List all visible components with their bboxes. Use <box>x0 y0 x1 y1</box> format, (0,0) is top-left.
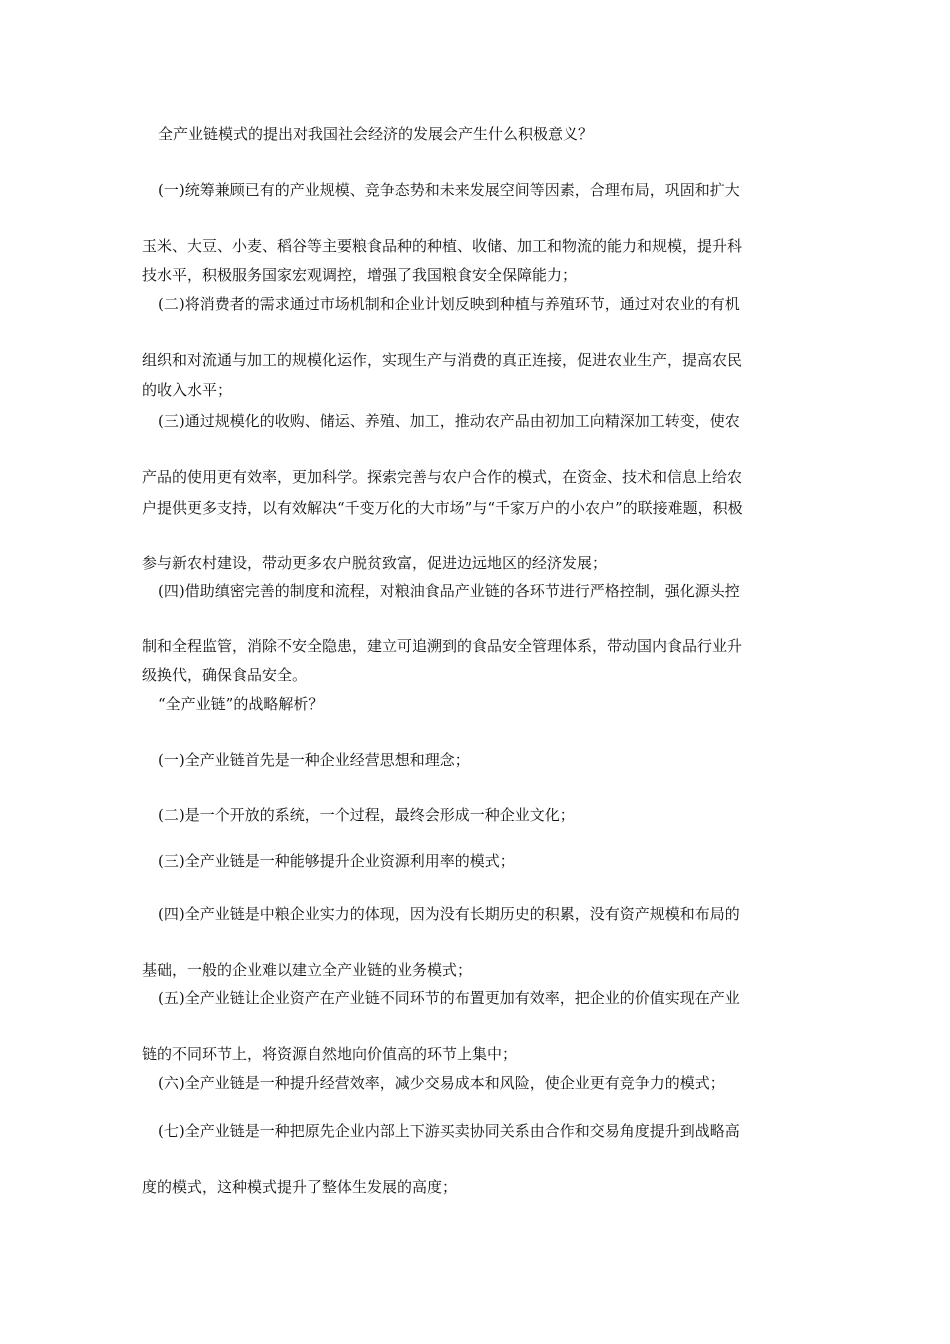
s1-p3-line2: 产品的使用更有效率，更加科学。探索完善与农户合作的模式，在资金、技术和信息上给农 <box>142 468 743 486</box>
s2-p1-line1: (一)全产业链首先是一种企业经营思想和理念； <box>158 751 470 769</box>
s2-p7-line1: (七)全产业链是一种把原先企业内部上下游买卖协同关系由合作和交易角度提升到战略高 <box>158 1122 740 1140</box>
s1-p1-line3: 技水平，积极服务国家宏观调控，增强了我国粮食安全保障能力； <box>142 266 578 284</box>
s1-p3-line3: 户提供更多支持，以有效解决“千变万化的大市场”与“千家万户的小农户”的联接难题，积极 <box>142 499 743 517</box>
s1-p2-line1: (二)将消费者的需求通过市场机制和企业计划反映到种植与养殖环节，通过对农业的有机 <box>158 295 740 313</box>
section1-heading: 全产业链模式的提出对我国社会经济的发展会产生什么积极意义？ <box>158 125 594 143</box>
s1-p1-line1: (一)统筹兼顾已有的产业规模、竞争态势和未来发展空间等因素，合理布局，巩固和扩大 <box>158 181 740 199</box>
s1-p3-line1: (三)通过规模化的收购、储运、养殖、加工，推动农产品由初加工向精深加工转变，使农 <box>158 412 740 430</box>
s2-p7-line2: 度的模式，这种模式提升了整体生发展的高度； <box>142 1178 458 1196</box>
s1-p3-line4: 参与新农村建设，带动更多农户脱贫致富，促进边远地区的经济发展； <box>142 554 608 572</box>
s2-p5-line2: 链的不同环节上，将资源自然地向价值高的环节上集中； <box>142 1045 518 1063</box>
s1-p2-line3: 的收入水平； <box>142 381 233 399</box>
s1-p4-line1: (四)借助缜密完善的制度和流程，对粮油食品产业链的各环节进行严格控制，强化源头控 <box>158 582 740 600</box>
s1-p4-line3: 级换代，确保食品安全。 <box>142 666 308 684</box>
s2-p6-line1: (六)全产业链是一种提升经营效率，减少交易成本和风险，使企业更有竞争力的模式； <box>158 1074 725 1092</box>
s1-p1-line2: 玉米、大豆、小麦、稻谷等主要粮食品种的种植、收储、加工和物流的能力和规模，提升科 <box>142 237 743 255</box>
s2-p3-line1: (三)全产业链是一种能够提升企业资源利用率的模式； <box>158 852 515 870</box>
s2-p5-line1: (五)全产业链让企业资产在产业链不同环节的布置更加有效率，把企业的价值实现在产业 <box>158 989 740 1007</box>
s1-p2-line2: 组织和对流通与加工的规模化运作，实现生产与消费的真正连接，促进农业生产，提高农民 <box>142 351 743 369</box>
s2-p4-line1: (四)全产业链是中粮企业实力的体现，因为没有长期历史的积累，没有资产规模和布局的 <box>158 905 740 923</box>
section2-heading: “全产业链”的战略解析？ <box>158 695 324 713</box>
s2-p4-line2: 基础，一般的企业难以建立全产业链的业务模式； <box>142 961 473 979</box>
s2-p2-line1: (二)是一个开放的系统，一个过程，最终会形成一种企业文化； <box>158 806 575 824</box>
s1-p4-line2: 制和全程监管，消除不安全隐患，建立可追溯到的食品安全管理体系，带动国内食品行业升 <box>142 637 743 655</box>
